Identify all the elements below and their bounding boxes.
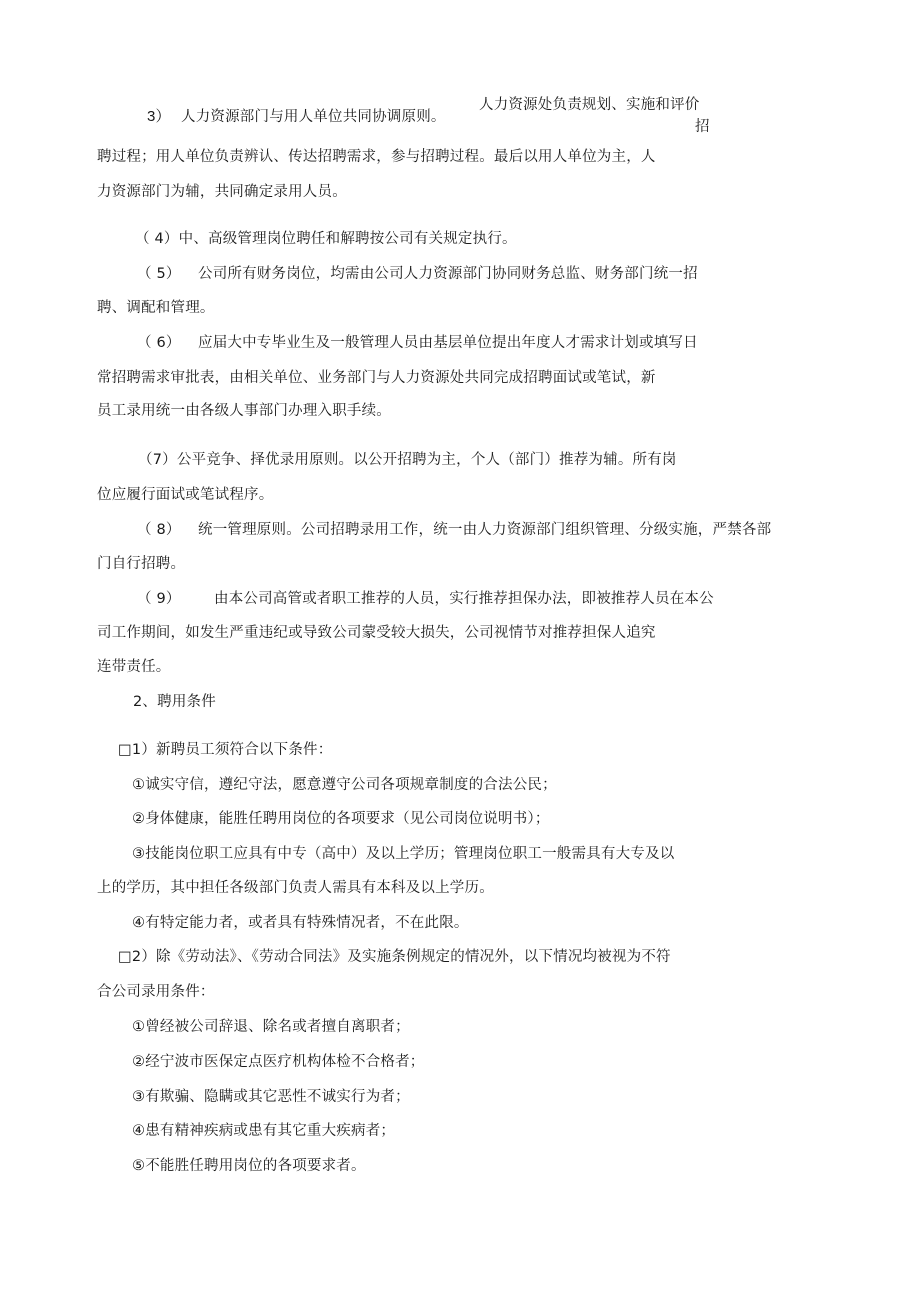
sub2-condition-4: ④患有精神疾病或患有其它重大疾病者； xyxy=(132,1123,396,1139)
item9-line1: 由本公司高管或者职工推荐的人员，实行推荐担保办法，即被推荐人员在本公 xyxy=(214,591,714,607)
sub2-condition-2: ②经宁波市医保定点医疗机构体检不合格者； xyxy=(132,1054,425,1070)
item4-text: （ 4）中、高级管理岗位聘任和解聘按公司有关规定执行。 xyxy=(135,231,517,247)
sub1-condition-1: ①诚实守信，遵纪守法，愿意遵守公司各项规章制度的合法公民； xyxy=(132,777,557,793)
item6-number: （ 6） xyxy=(137,335,181,351)
sub1-title: □1）新聘员工须符合以下条件： xyxy=(118,742,333,758)
sub1-condition-3-cont: 上的学历，其中担任各级部门负责人需具有本科及以上学历。 xyxy=(97,880,494,896)
sub2-condition-5: ⑤不能胜任聘用岗位的各项要求者。 xyxy=(132,1158,366,1174)
sub2-title-cont: 合公司录用条件： xyxy=(97,984,215,1000)
item3-text: 人力资源部门与用人单位共同协调原则。 xyxy=(181,109,446,125)
item8-number: （ 8） xyxy=(137,522,181,538)
item6-line2: 常招聘需求审批表，由相关单位、业务部门与人力资源处共同完成招聘面试或笔试，新 xyxy=(97,370,656,386)
item5-line1: 公司所有财务岗位，均需由公司人力资源部门协同财务总监、财务部门统一招 xyxy=(198,266,698,282)
sub1-condition-4: ④有特定能力者，或者具有特殊情况者，不在此限。 xyxy=(132,915,469,931)
item3-line2: 聘过程；用人单位负责辨认、传达招聘需求，参与招聘过程。最后以用人单位为主，人 xyxy=(97,149,656,165)
item3-line3: 力资源部门为辅，共同确定录用人员。 xyxy=(97,184,347,200)
item9-line2: 司工作期间，如发生严重违纪或导致公司蒙受较大损失，公司视情节对推荐担保人追究 xyxy=(97,625,656,641)
item3-side-note-tail: 招 xyxy=(695,119,710,135)
sub2-title: □2）除《劳动法》、《劳动合同法》及实施条例规定的情况外，以下情况均被视为不符 xyxy=(118,949,671,965)
section2-heading: 2、聘用条件 xyxy=(133,694,216,710)
item8-line1: 统一管理原则。公司招聘录用工作，统一由人力资源部门组织管理、分级实施，严禁各部 xyxy=(198,522,772,538)
item6-line3: 员工录用统一由各级人事部门办理入职手续。 xyxy=(97,403,391,419)
item3-side-note: 人力资源处负责规划、实施和评价 xyxy=(479,97,700,113)
item9-number: （ 9） xyxy=(137,591,181,607)
item3-number: 3） xyxy=(147,108,171,125)
item7-line1: （7）公平竞争、择优录用原则。以公开招聘为主，个人（部门）推荐为辅。所有岗 xyxy=(138,452,677,468)
sub1-condition-2: ②身体健康，能胜任聘用岗位的各项要求（见公司岗位说明书）； xyxy=(132,811,550,827)
item9-line3: 连带责任。 xyxy=(97,659,171,675)
sub1-condition-3: ③技能岗位职工应具有中专（高中）及以上学历；管理岗位职工一般需具有大专及以 xyxy=(132,846,675,862)
sub2-condition-3: ③有欺骗、隐瞒或其它恶性不诚实行为者； xyxy=(132,1089,410,1105)
item5-line2: 聘、调配和管理。 xyxy=(97,300,215,316)
item6-line1: 应届大中专毕业生及一般管理人员由基层单位提出年度人才需求计划或填写日 xyxy=(198,335,698,351)
item5-number: （ 5） xyxy=(137,266,181,282)
item8-line2: 门自行招聘。 xyxy=(97,556,186,572)
sub2-condition-1: ①曾经被公司辞退、除名或者擅自离职者； xyxy=(132,1019,410,1035)
item7-line2: 位应履行面试或笔试程序。 xyxy=(97,487,274,503)
